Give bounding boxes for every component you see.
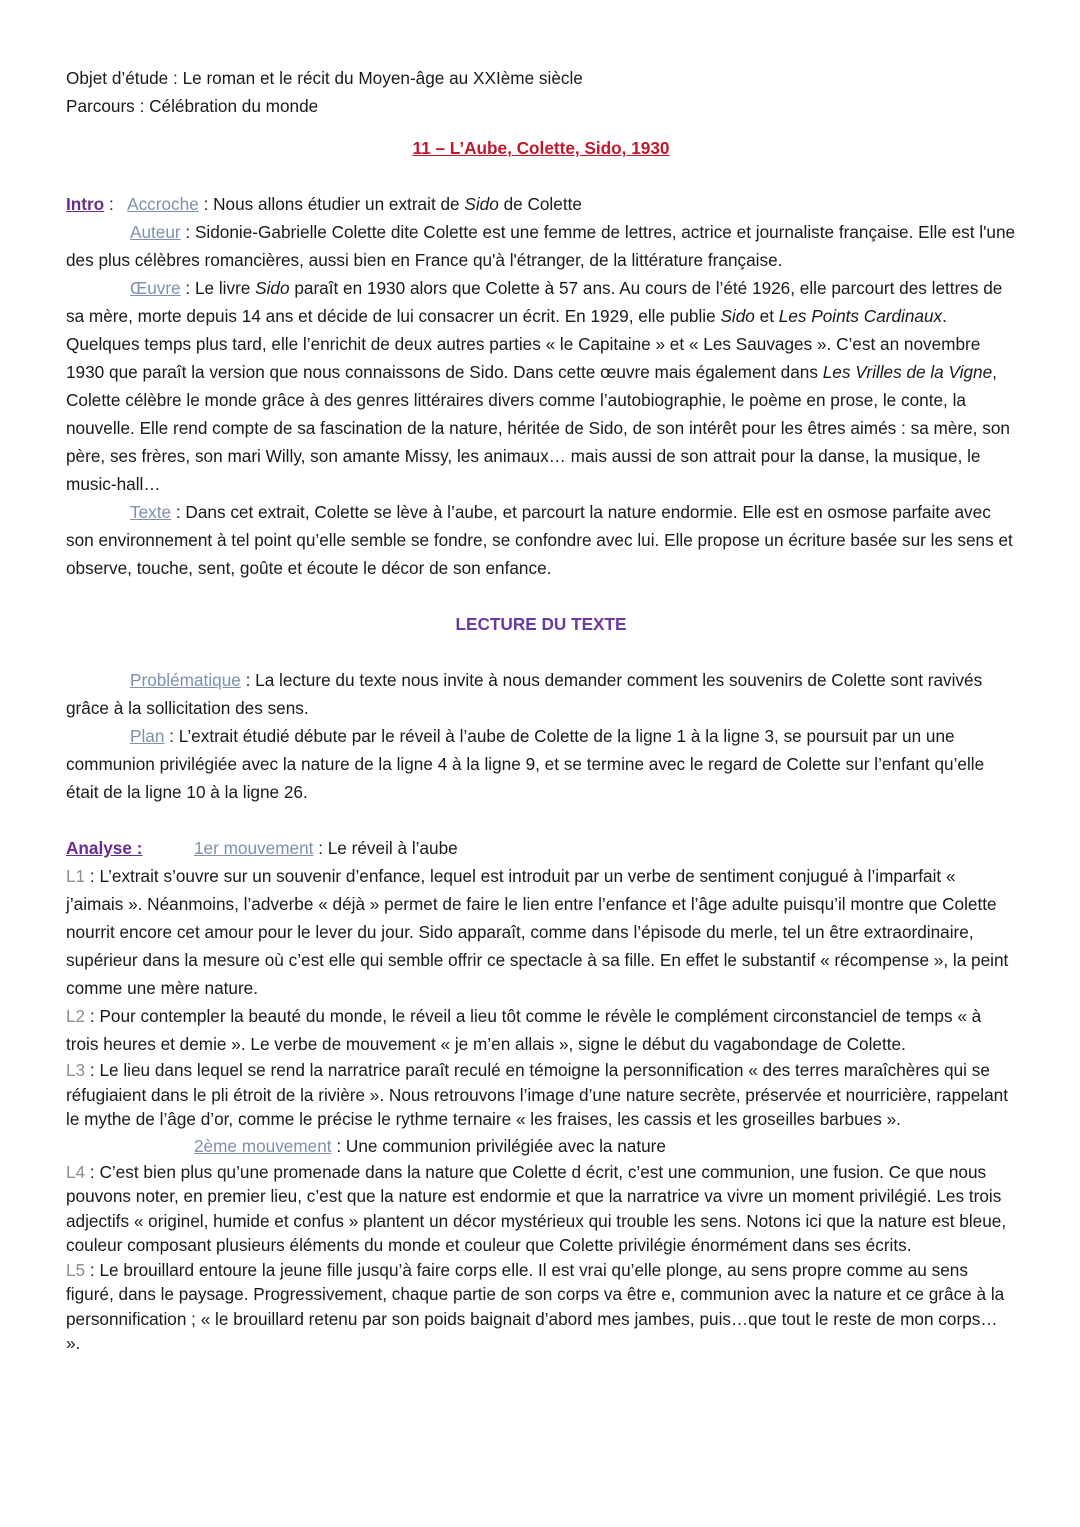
l4-number: L4: [66, 1161, 86, 1182]
accroche-italic: Sido: [464, 194, 499, 214]
l3-number: L3: [66, 1060, 86, 1080]
oeuvre-text-2: paraît en 1930 alors que Colette à 57 ans. Au cours de l’été 1926, elle parcourt des lettres de sa mère, morte depuis 14 ans et décide de lui consacrer un écrit. En 1929, elle publie: [66, 278, 1003, 326]
oeuvre-text-5: , Colette célèbre le monde grâce à des genres littéraires divers comme l’autobiographie, le poème en prose, le conte, la nouvelle. Elle rend compte de sa fascination de la nature, héritée de Sido, de son intérêt pour les êtres aimés : sa mère, son père, ses frères, son mari Willy, son amante Missy, les animaux… mais aussi de son attrait pour la danse, la musique, le music-hall…: [66, 362, 1010, 494]
objet-etude: Objet d’étude : Le roman et le récit du Moyen-âge au XXIème siècle: [66, 68, 583, 88]
l1-text: : L’extrait s’ouvre sur un souvenir d’enfance, lequel est introduit par un verbe de sentiment conjugué à l’imparfait « j’aimais ». Néanmoins, l’adverbe « déjà » permet de faire le lien entre l’enfance et l’âge adulte puisqu’il montre que Colette nourrit encore cet amour pour le lever du jour. Sido apparaît, comme dans l’épisode du merle, tel un être extraordinaire, supérieur dans la mesure où c’est elle qui semble offrir ce spectacle à sa fille. En effet le substantif « récompense », la peint comme une mère nature.: [66, 866, 1009, 998]
oeuvre-text-3: et: [754, 306, 779, 326]
oeuvre-italic-3: Les Points Cardinaux: [778, 306, 943, 326]
l4-text: : C’est bien plus qu’une promenade dans la nature que Colette d écrit, c’est une communion, une fusion. Ce que nous pouvons noter, en premier lieu, c’est que la nature est endormie et que la narratrice va vivre un moment privilégié. Les trois adjectifs « originel, humide et confus » plantent un décor mystérieux qui trouble les sens. Notons ici que la nature est bleue, couleur composant plusieurs éléments du monde et couleur que Colette privilégie énormément dans ses écrits.: [66, 1161, 1007, 1255]
analyse-mv2: [66, 1132, 1016, 1160]
l2-text: : Pour contempler la beauté du monde, le réveil a lieu tôt comme le révèle le complément circonstanciel de temps « à trois heures et demie ». Le verbe de mouvement « je m’en allais », signe le début du vagabondage de Colette.: [66, 1006, 982, 1054]
l3-text: : Le lieu dans lequel se rend la narratrice paraît reculé en témoigne la personnification « des terres maraîchères qui se réfugiaient dans le pli étroit de la rivière ». Nous retrouvons l’image d’une nature secrète, préservée et nourricière, rappelant le mythe de l’âge d’or, comme le précise le rythme ternaire « les fraises, les cassis et les groseilles barbues ».: [66, 1060, 1009, 1129]
problematique: [66, 666, 1016, 722]
plan-label: Plan: [130, 726, 165, 746]
lecture-heading: LECTURE DU TEXTE: [455, 614, 627, 634]
document-page: [66, 64, 1016, 1356]
mv1-label: 1er mouvement: [194, 838, 314, 858]
intro-accroche: [66, 190, 1016, 218]
accroche-text-end: de Colette: [498, 194, 582, 214]
oeuvre-text-1: : Le livre: [180, 278, 256, 298]
texte-text: : Dans cet extrait, Colette se lève à l’aube, et parcourt la nature endormie. Elle est en osmose parfaite avec son environnement à tel point qu’elle semble se fondre, se confondre avec lui. Elle propose un écriture basée sur les sens et observe, touche, sent, goûte et écoute le décor de son enfance.: [66, 502, 1013, 578]
problematique-text: : La lecture du texte nous invite à nous demander comment les souvenirs de Colette sont ravivés grâce à la sollicitation des sens.: [66, 670, 983, 718]
plan-text: : L’extrait étudié débute par le réveil à l’aube de Colette de la ligne 1 à la ligne 3, se poursuit par un une communion privilégiée avec la nature de la ligne 4 à la ligne 9, et se termine avec le regard de Colette sur l’enfant qu’elle était de la ligne 10 à la ligne 26.: [66, 726, 985, 802]
oeuvre-italic-1: Sido: [255, 278, 290, 298]
l1-number: L1: [66, 866, 86, 886]
analyse-l5: [66, 1258, 1016, 1356]
title-line: [66, 134, 1016, 162]
oeuvre-italic-4: Les Vrilles de la Vigne: [822, 362, 993, 382]
accroche-text: : Nous allons étudier un extrait de: [198, 194, 465, 214]
l2-number: L2: [66, 1006, 86, 1026]
auteur-text: : Sidonie-Gabrielle Colette dite Colette est une femme de lettres, actrice et journaliste française. Elle est l'une des plus célèbres romancières, aussi bien en France qu'à l'étranger, de la littérature française.: [66, 222, 1016, 270]
mv2-label: 2ème mouvement: [194, 1135, 332, 1156]
parcours: Parcours : Célébration du monde: [66, 96, 319, 116]
mv1-text: : Le réveil à l’aube: [313, 838, 458, 858]
oeuvre-label: Œuvre: [130, 278, 181, 298]
plan: [66, 722, 1016, 806]
intro-section: [66, 190, 1016, 582]
accroche-label: Accroche: [127, 194, 199, 214]
intro-label: Intro: [66, 194, 105, 214]
oeuvre-text-4: . Quelques temps plus tard, elle l’enrichit de deux autres parties « le Capitaine » et « Les Sauvages ». C’est an novembre 1930 que paraît la version que nous connaissons de Sido. Dans cette œuvre mais également dans: [66, 306, 981, 382]
analyse-l4: [66, 1160, 1016, 1258]
texte-label: Texte: [130, 502, 172, 522]
analyse-l1: [66, 862, 1016, 1002]
mv2-text: : Une communion privilégiée avec la nature: [331, 1135, 666, 1156]
analyse-l3: [66, 1058, 1016, 1132]
intro-auteur: [66, 218, 1016, 274]
problematique-label: Problématique: [130, 670, 241, 690]
intro-texte: [66, 498, 1016, 582]
analyse-section: [66, 834, 1016, 1356]
l5-text: : Le brouillard entoure la jeune fille jusqu’à faire corps elle. Il est vrai qu’elle plonge, au sens propre comme au sens figuré, dans le paysage. Progressivement, chaque partie de son corps va être e, communion avec la nature et ce grâce à la personnification ; « le brouillard retenu par son poids baignait d’abord mes jambes, puis…que tout le reste de mon corps… ».: [66, 1259, 1005, 1353]
auteur-label: Auteur: [130, 222, 181, 242]
analyse-mv1: [66, 834, 1016, 862]
analyse-l2: [66, 1002, 1016, 1058]
intro-sep: :: [104, 194, 128, 214]
document-title: 11 – L’Aube, Colette, Sido, 1930: [412, 138, 670, 158]
l5-number: L5: [66, 1259, 86, 1280]
intro-oeuvre: [66, 274, 1016, 498]
oeuvre-italic-2: Sido: [720, 306, 755, 326]
analyse-label: Analyse :: [66, 838, 143, 858]
